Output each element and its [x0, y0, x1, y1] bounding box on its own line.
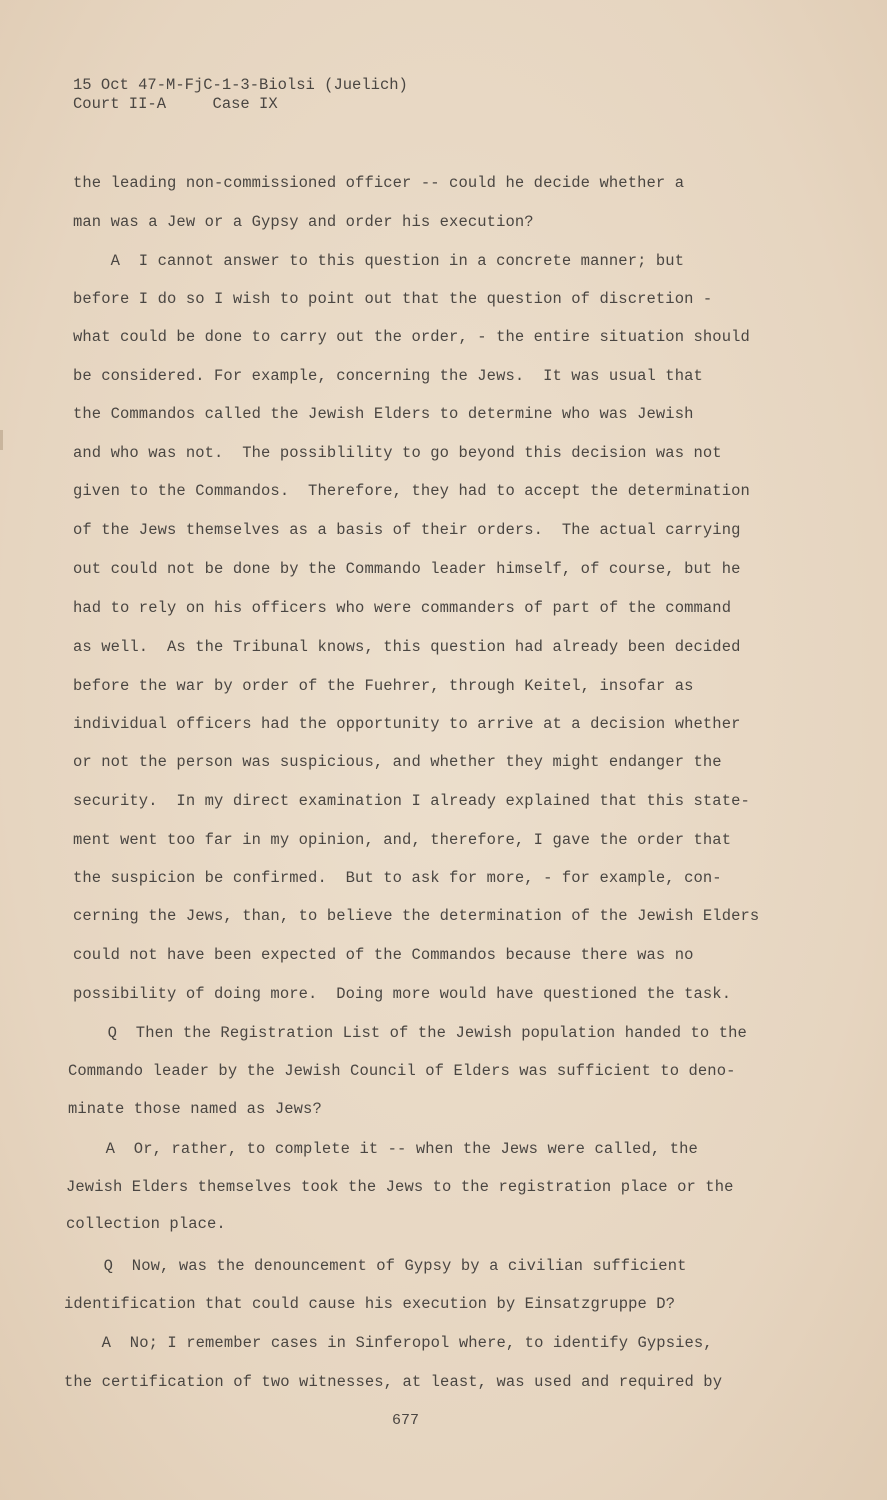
text-line: could not have been expected of the Commandos because there was no [73, 946, 694, 964]
text-line: Q Then the Registration List of the Jewish population handed to the [70, 1024, 747, 1042]
text-line: given to the Commandos. Therefore, they had to accept the determination [73, 482, 750, 500]
text-line: out could not be done by the Commando leader himself, of course, but he [73, 560, 741, 578]
text-line: identification that could cause his execution by Einsatzgruppe D? [64, 1295, 676, 1313]
text-line: Q Now, was the denouncement of Gypsy by a civilian sufficient [66, 1257, 687, 1275]
text-line: A I cannot answer to this question in a concrete manner; but [73, 252, 685, 270]
text-line: A Or, rather, to complete it -- when the Jews were called, the [68, 1140, 698, 1158]
text-line: and who was not. The possiblility to go beyond this decision was not [73, 444, 722, 462]
text-line: Commando leader by the Jewish Council of Elders was sufficient to deno- [68, 1062, 736, 1080]
text-line: as well. As the Tribunal knows, this question had already been decided [73, 638, 741, 656]
header-court-line: Court II-A Case IX [73, 95, 278, 113]
text-line: what could be done to carry out the order, - the entire situation should [73, 328, 750, 346]
text-line: be considered. For example, concerning the Jews. It was usual that [73, 367, 703, 385]
page-edge-mark [0, 430, 3, 450]
header-reference-line: 15 Oct 47-M-FjC-1-3-Biolsi (Juelich) [73, 76, 408, 94]
text-line: A No; I remember cases in Sinferopol where, to identify Gypsies, [64, 1334, 713, 1352]
page-number: 677 [392, 1412, 420, 1429]
text-line: had to rely on his officers who were commanders of part of the command [73, 599, 732, 617]
text-line: of the Jews themselves as a basis of their orders. The actual carrying [73, 521, 741, 539]
text-line: collection place. [66, 1215, 226, 1233]
text-line: the leading non-commissioned officer -- could he decide whether a [73, 174, 685, 192]
text-line: possibility of doing more. Doing more would have questioned the task. [73, 985, 732, 1003]
text-line: the certification of two witnesses, at least, was used and required by [64, 1373, 723, 1391]
text-line: the suspicion be confirmed. But to ask for more, - for example, con- [73, 869, 722, 887]
text-line: minate those named as Jews? [68, 1100, 322, 1118]
text-line: ment went too far in my opinion, and, therefore, I gave the order that [73, 831, 732, 849]
text-line: before I do so I wish to point out that the question of discretion - [73, 290, 713, 308]
document-header [73, 76, 408, 114]
text-line: or not the person was suspicious, and whether they might endanger the [73, 753, 722, 771]
text-line: the Commandos called the Jewish Elders to determine who was Jewish [73, 405, 694, 423]
text-line: individual officers had the opportunity to arrive at a decision whether [73, 715, 741, 733]
text-line: security. In my direct examination I already explained that this state- [73, 792, 750, 810]
text-line: cerning the Jews, than, to believe the determination of the Jewish Elders [73, 907, 760, 925]
text-line: man was a Jew or a Gypsy and order his execution? [73, 213, 534, 231]
text-line: before the war by order of the Fuehrer, through Keitel, insofar as [73, 677, 694, 695]
text-line: Jewish Elders themselves took the Jews to the registration place or the [66, 1178, 734, 1196]
